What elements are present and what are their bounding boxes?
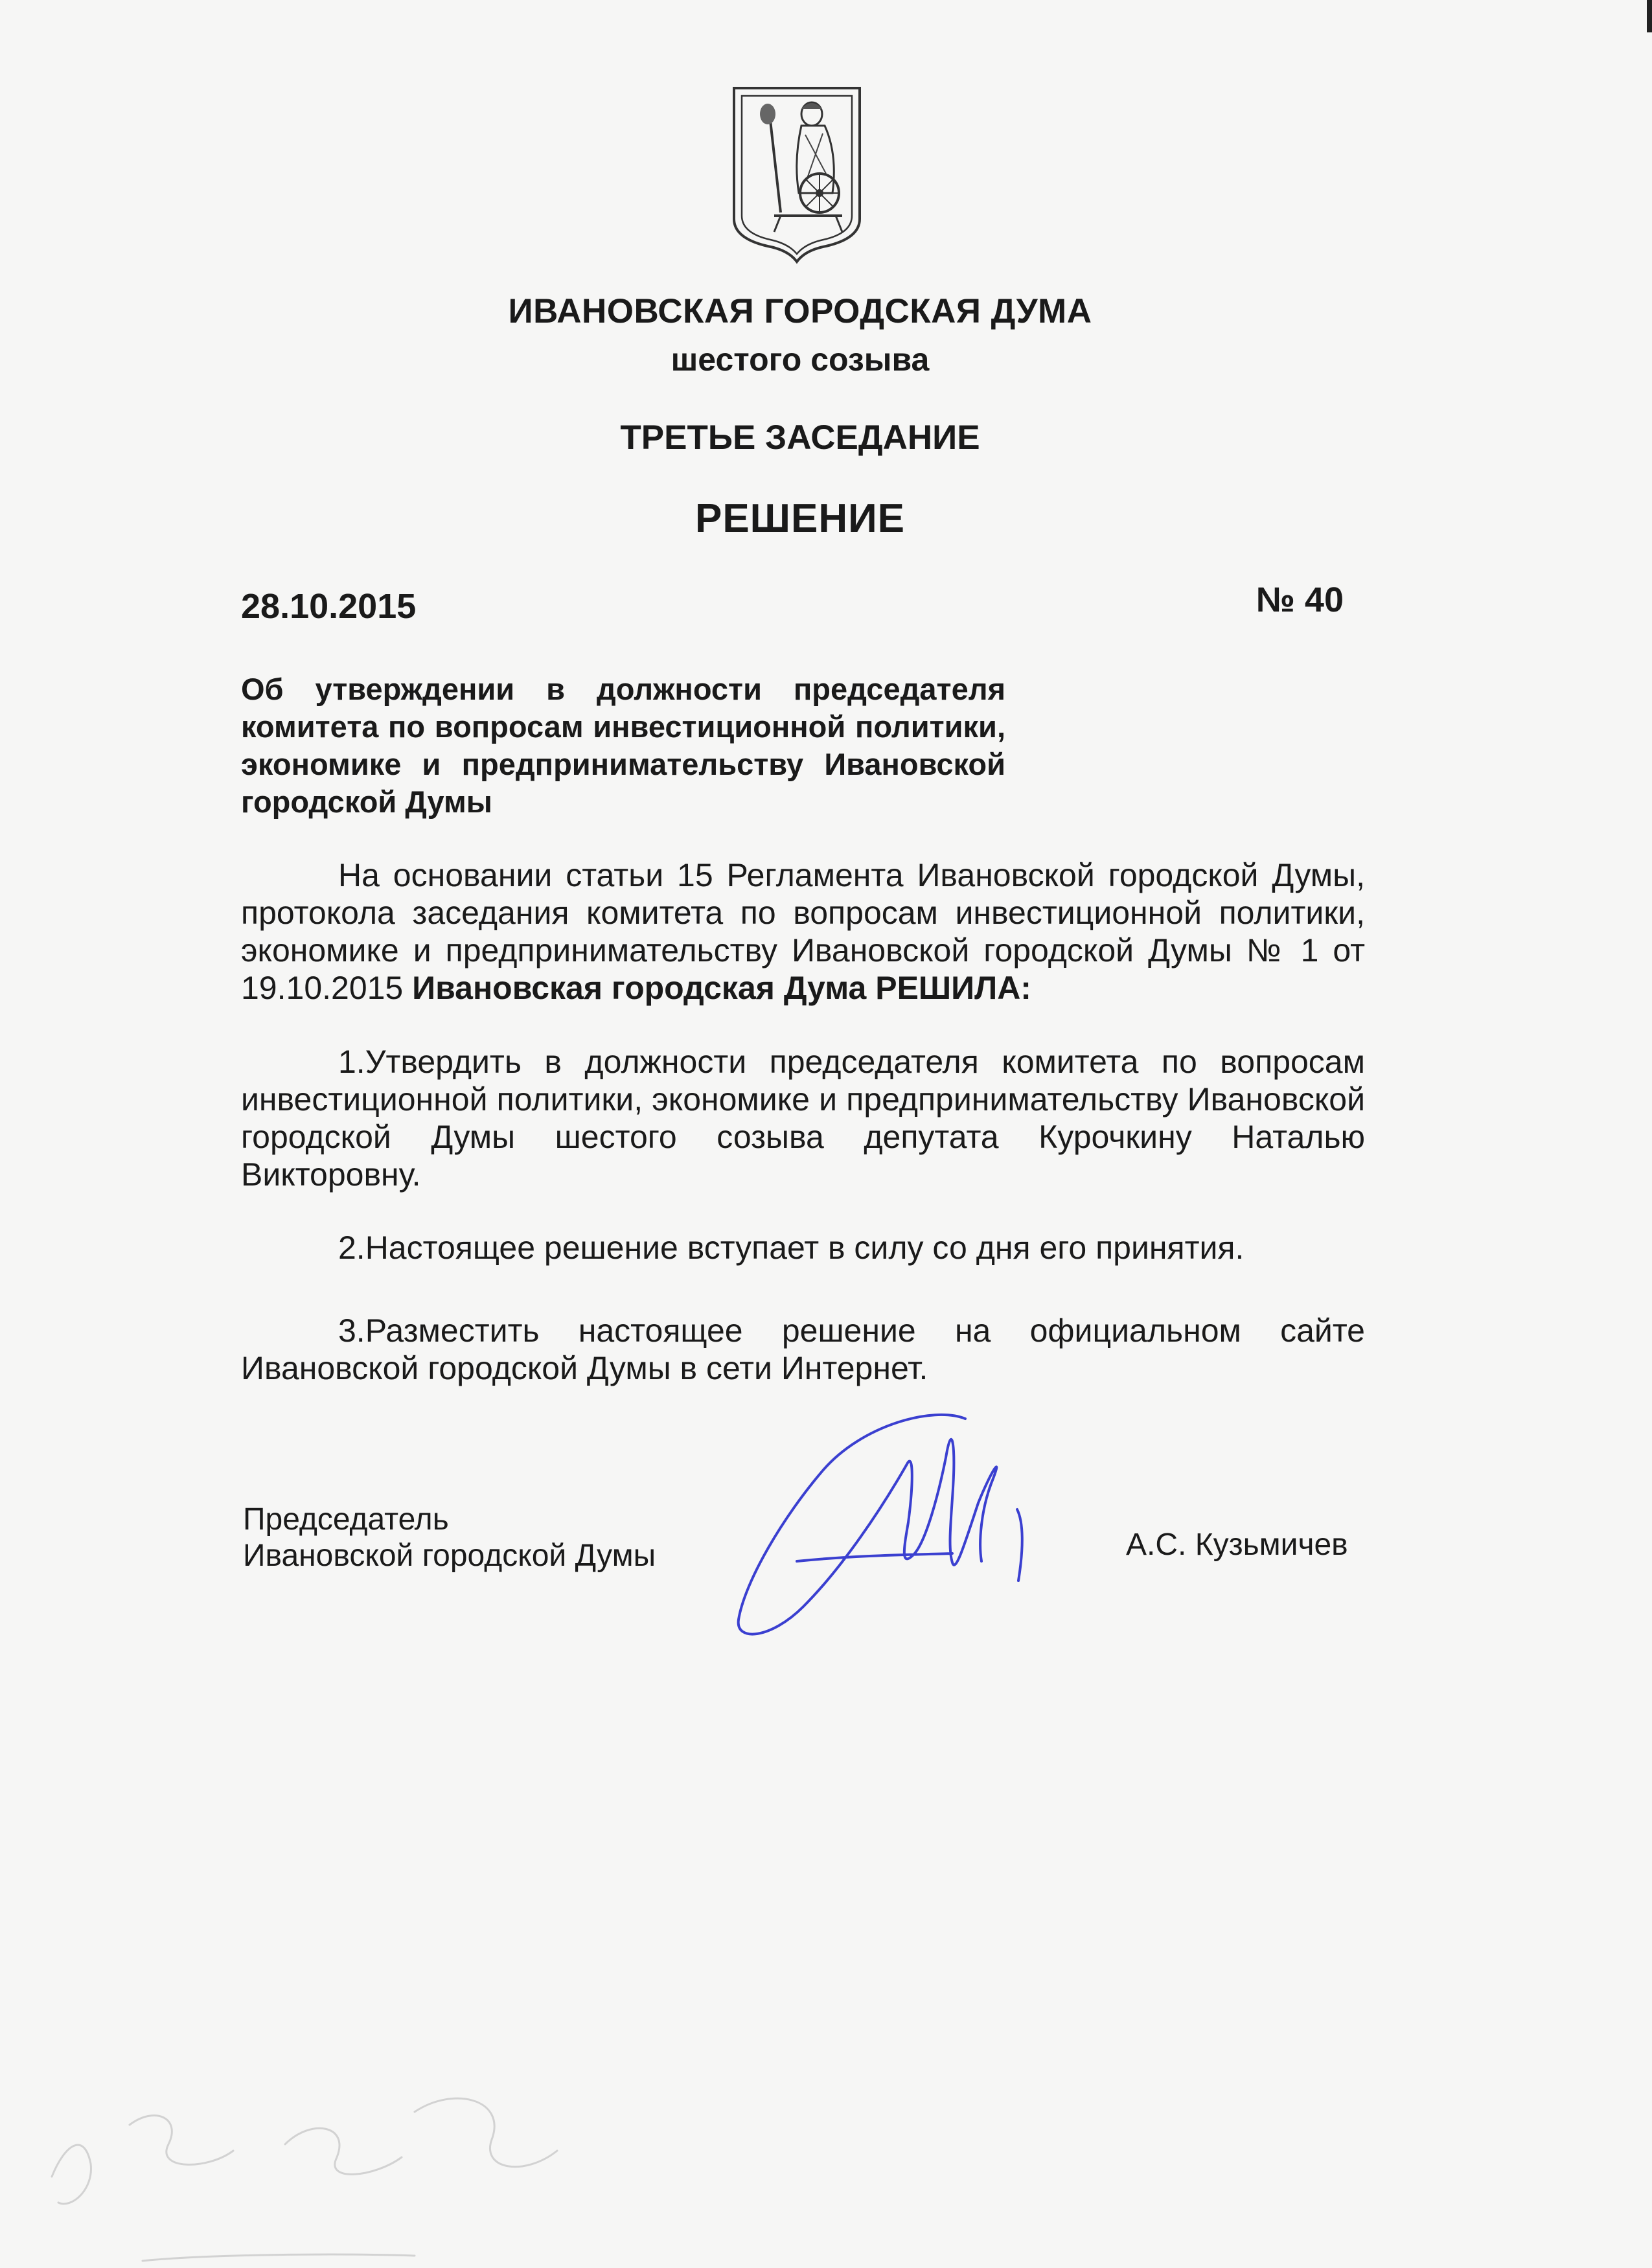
preamble-text: На основании статьи 15 Регламента Ивановской городской Думы, протокола заседания комитета по вопросам инвестиционной политики, экономике и предпринимательству Ивановской городской Думы № 1 от 19.10.2015 [241,857,1365,1006]
signer-title [243,1502,656,1574]
faint-show-through-marks [13,2047,596,2267]
preamble-paragraph [241,856,1365,1007]
preamble-resolution: Ивановская городская Дума РЕШИЛА: [412,970,1031,1006]
resolution-item-3: 3.Разместить настоящее решение на официальном сайте Ивановской городской Думы в сети Интернет. [241,1312,1365,1386]
convocation-subtitle: шестого созыва [671,341,930,378]
document-date: 28.10.2015 [241,587,417,626]
resolution-item-1: 1.Утвердить в должности председателя комитета по вопросам инвестиционной политики, экономике и предпринимательству Ивановской городской Думы шестого созыва депутата Курочкину Наталью Викторовну. [241,1044,1365,1193]
ivanovo-coat-of-arms-icon [729,83,865,264]
document-type: РЕШЕНИЕ [694,496,906,541]
signer-title-line-2: Ивановской городской Думы [243,1539,656,1573]
handwritten-signature [719,1393,1056,1652]
resolution-item-2: 2.Настоящее решение вступает в силу со дня его принятия. [338,1230,1245,1266]
organization-title: ИВАНОВСКАЯ ГОРОДСКАЯ ДУМА [508,292,1092,330]
document-subject: Об утверждении в должности председателя комитета по вопросам инвестиционной политики, экономике и предпринимательству Ивановской городской Думы [241,672,1005,819]
signer-title-line-1: Председатель [243,1502,449,1537]
document-number: № 40 [1256,580,1344,619]
session-title: ТРЕТЬЕ ЗАСЕДАНИЕ [620,418,980,457]
scan-edge-mark [1647,0,1652,32]
signer-name: А.С. Кузьмичев [1126,1528,1348,1562]
